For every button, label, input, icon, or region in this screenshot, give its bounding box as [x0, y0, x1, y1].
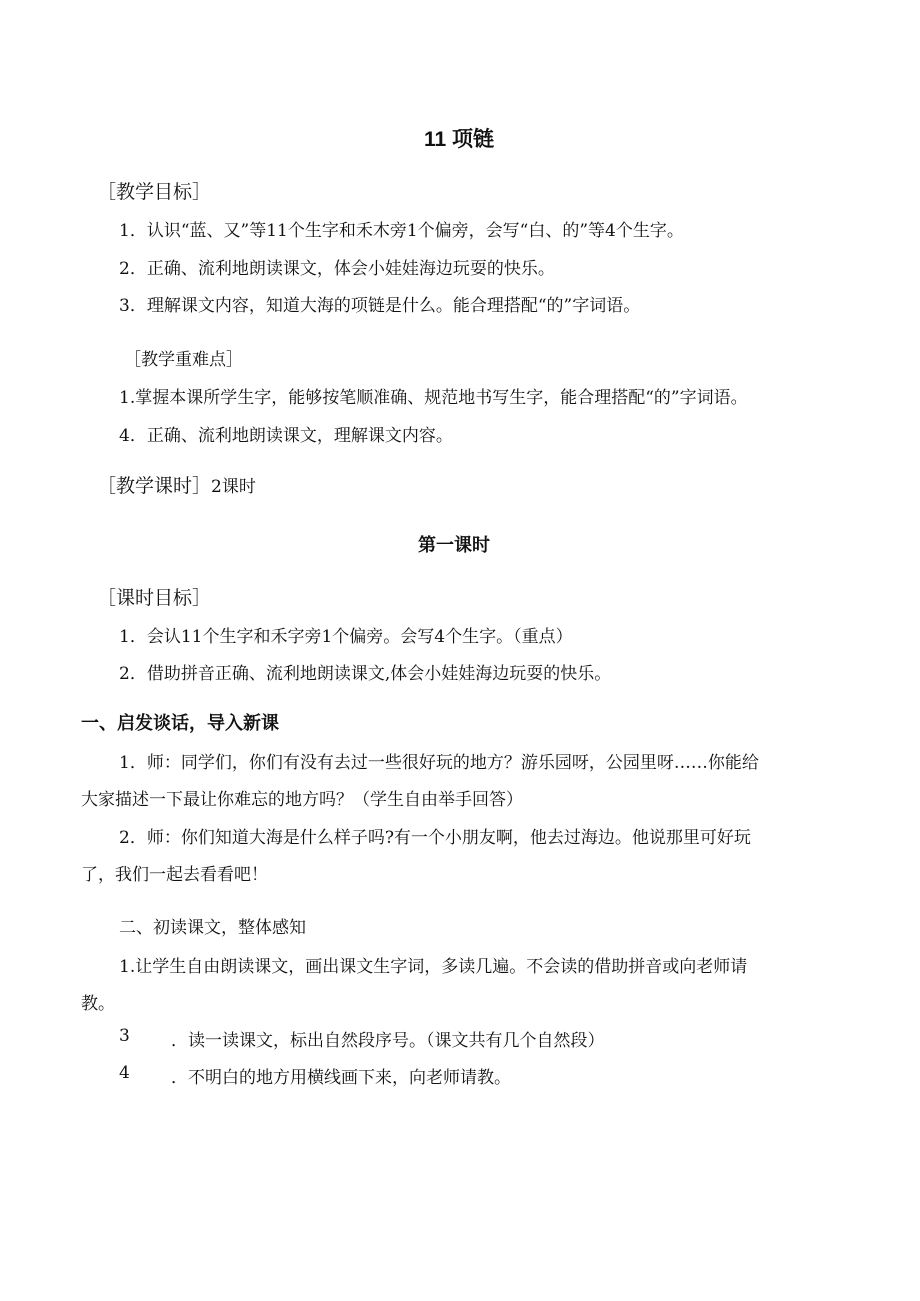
key-point-item: 4．正确、流利地朗读课文，理解课文内容。 [119, 426, 453, 446]
teaching-goals-heading: ［教学目标］ [97, 182, 212, 203]
teaching-goal-item: 3．理解课文内容，知道大海的项链是什么。能合理搭配“的”字词语。 [119, 296, 641, 316]
section2-paragraph-line: 教。 [81, 994, 115, 1014]
teaching-goal-item: 2．正确、流利地朗读课文，体会小娃娃海边玩耍的快乐。 [119, 259, 555, 279]
class-hours-heading: ［教学课时］ [97, 476, 212, 497]
key-points-heading: ［教学重难点］ [124, 350, 243, 370]
document-title: 11 项链 [424, 128, 495, 151]
lesson-goal-item: 1．会认11个生字和禾字旁1个偏旁。会写4个生字。（重点） [119, 627, 573, 647]
section1-paragraph-line: 大家描述一下最让你难忘的地方吗？（学生自由举手回答） [81, 790, 523, 810]
class-hours-value: 2课时 [211, 477, 256, 497]
section1-paragraph-line: 1．师：同学们，你们有没有去过一些很好玩的地方？游乐园呀，公园里呀……你能给 [119, 753, 759, 773]
lesson-goals-heading: ［课时目标］ [97, 588, 212, 609]
section1-paragraph-line: 了，我们一起去看看吧！ [81, 865, 268, 885]
key-point-item: 1.掌握本课所学生字，能够按笔顺准确、规范地书写生字，能合理搭配“的”字词语。 [119, 388, 748, 408]
section2-heading: 二、初读课文，整体感知 [119, 918, 306, 938]
teaching-goal-item: 1．认识“蓝、又”等11个生字和禾木旁1个偏旁，会写“白、的”等4个生字。 [119, 221, 684, 241]
section2-paragraph-line: 1.让学生自由朗读课文，画出课文生字词，多读几遍。不会读的借助拼音或向老师请 [119, 957, 748, 977]
lesson-goal-item: 2．借助拼音正确、流利地朗读课文,体会小娃娃海边玩耍的快乐。 [119, 664, 612, 684]
class-hours-line [97, 471, 256, 498]
section1-paragraph-line: 2．师：你们知道大海是什么样子吗?有一个小朋友啊，他去过海边。他说那里可好玩 [119, 828, 751, 848]
section2-item-number: 4 [119, 1063, 130, 1083]
section2-item-number: 3 [119, 1026, 130, 1046]
section1-heading: 一、启发谈话，导入新课 [81, 713, 279, 733]
lesson-title: 第一课时 [418, 535, 490, 555]
section2-item-text: ．读一读课文，标出自然段序号。（课文共有几个自然段） [171, 1031, 605, 1051]
section2-item-text: ．不明白的地方用横线画下来，向老师请教。 [171, 1068, 511, 1088]
